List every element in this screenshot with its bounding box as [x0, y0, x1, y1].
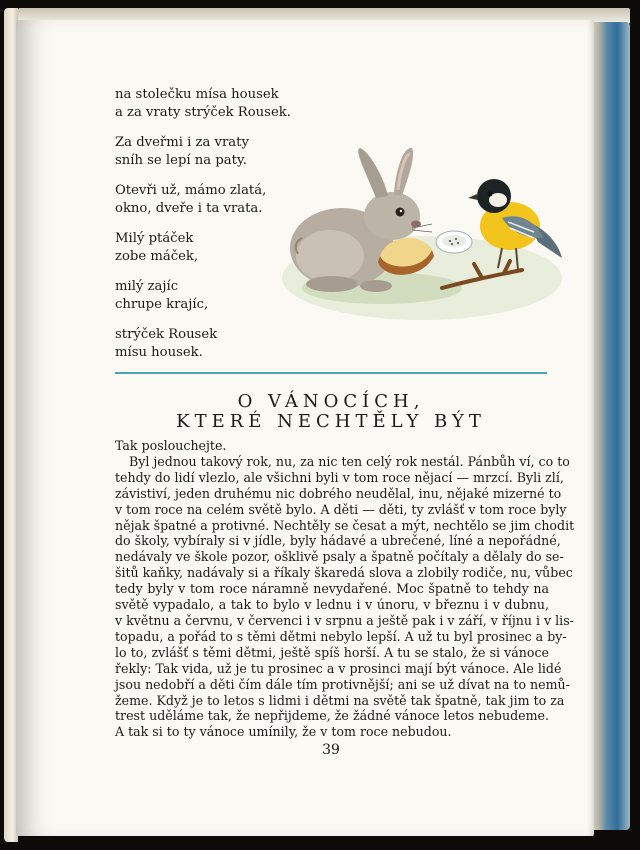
story-line: nedávaly ve škole pozor, ošklivě psaly a špatně počítaly a dělaly do se- — [115, 549, 564, 565]
story-line: nějak špatné a protivné. Nechtěly se česat a mýt, nechtělo se jim chodit — [115, 517, 575, 533]
poem-line: milý zajíc — [115, 279, 179, 294]
poem-line: zobe máček, — [115, 249, 199, 264]
seed-dish-illustration — [436, 231, 472, 253]
story-line: v tom roce na celém světě bylo. A děti — děti, ty zvlášť v tom roce byly — [115, 501, 567, 517]
story-line: Tak poslouchejte. — [115, 438, 227, 453]
poem-line: chrupe krajíc, — [115, 297, 209, 312]
poem-line: a za vraty strýček Rousek. — [115, 105, 291, 120]
story-line: lo to, zvlášť s těmi dětmi, ještě spíš horší. A tu se stalo, že si vánoce — [115, 644, 549, 660]
story-line: A tak si to ty vánoce umínily, že v tom roce nebudou. — [115, 724, 452, 740]
illustration-hare-and-bird — [272, 138, 564, 328]
poem-stanza — [115, 86, 325, 122]
poem-line: Za dveřmi i za vraty — [115, 135, 249, 150]
story-line: řekly: Tak vida, už je tu prosinec a v prosinci mají být vánoce. Ale lidé — [115, 660, 562, 676]
story-line: Byl jednou takový rok, nu, za nic ten celý rok nestál. Pánbůh ví, co to — [129, 453, 570, 469]
story-line: žeme. Když je to letos s lidmi i dětmi na světě tak špatně, tak jim to za — [115, 692, 565, 708]
poem-line: na stolečku mísa housek — [115, 87, 279, 102]
section-divider — [115, 372, 547, 374]
story-line: v květnu a červnu, v červenci i v srpnu a ještě pak i v září, v říjnu i v lis- — [115, 612, 574, 628]
story-line: tehdy do lidí vlezlo, ale všichni byli v tom roce nějací — mrzcí. Byli zlí, — [115, 469, 564, 485]
poem-line: Otevři už, mámo zlatá, — [115, 183, 267, 198]
story-title — [115, 392, 547, 432]
story-title-line: O VÁNOCÍCH, — [237, 391, 425, 412]
poem-line: Milý ptáček — [115, 231, 194, 246]
story-line: jsou nedobří a děti čím dále tím protivnější; ani se už dívat na to nemů- — [115, 676, 570, 692]
poem-stanza — [115, 326, 325, 362]
poem-line: mísu housek. — [115, 345, 203, 360]
poem-line: strýček Rousek — [115, 327, 218, 342]
book-edge-right — [588, 22, 630, 830]
page-number: 39 — [322, 742, 340, 758]
poem-line: okno, dveře i ta vrata. — [115, 201, 263, 216]
story-line: šitů kaňky, nadávaly si a říkaly škaredá slova a zlobily rodiče, nu, vůbec — [115, 565, 573, 581]
poem-line: sníh se lepí na paty. — [115, 153, 247, 168]
story-line: do školy, vybíraly si v jídle, byly hádavé a ubrečené, líné a nepořádné, — [115, 533, 561, 549]
story-line: topadu, a pořád to s těmi dětmi nebylo lepší. A už tu byl prosinec a by- — [115, 628, 567, 644]
story-text — [115, 438, 575, 740]
book-page — [16, 20, 594, 836]
story-line: závistiví, jeden druhému nic dobrého neudělal, inu, nějaké mizerné to — [115, 485, 562, 501]
story-line: tedy byly v tom roce náramně nevydařené. Moc špatně to tehdy na — [115, 581, 549, 597]
story-line: světě vypadalo, a tak to bylo v lednu i v únoru, v březnu i v dubnu, — [115, 597, 549, 613]
story-line: trest uděláme tak, že nepřijdeme, že žádné vánoce letos nebudeme. — [115, 708, 549, 724]
story-title-line: KTERÉ NECHTĚLY BÝT — [176, 411, 486, 432]
